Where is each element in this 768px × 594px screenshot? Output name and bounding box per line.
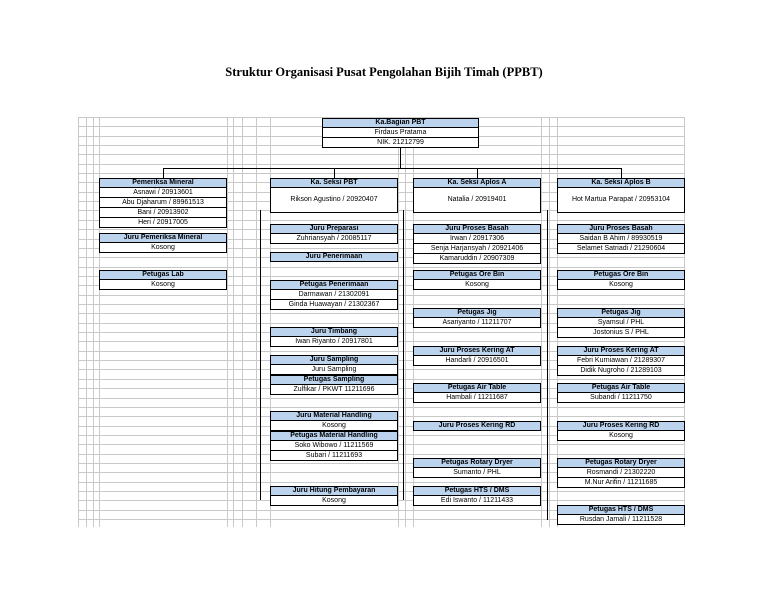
box-line: Kosong bbox=[270, 421, 398, 431]
box-line: Subari / 11211693 bbox=[270, 451, 398, 461]
box-line: Sumanto / PHL bbox=[413, 468, 541, 478]
box-petugas-rotary-dryer-a bbox=[413, 458, 541, 478]
box-line: Kosong bbox=[99, 280, 227, 290]
box-header: Petugas Ore Bin bbox=[413, 270, 541, 280]
connector-drop-col3 bbox=[477, 168, 478, 178]
box-line: Abu Djaharum / 89961513 bbox=[99, 198, 227, 208]
grid-column-line bbox=[242, 117, 243, 527]
box-ka-seksi-aplos-b bbox=[557, 178, 685, 213]
connector-drop-col1 bbox=[163, 168, 164, 178]
box-header: Petugas Jig bbox=[413, 308, 541, 318]
grid-column-line bbox=[541, 117, 542, 527]
box-header: Juru Sampling bbox=[270, 355, 398, 365]
box-line: Edi Iswanto / 11211433 bbox=[413, 496, 541, 506]
box-header: Petugas Sampling bbox=[270, 375, 398, 385]
box-header: Juru Pemeriksa Mineral bbox=[99, 233, 227, 243]
box-line: M.Nur Arifin / 11211685 bbox=[557, 478, 685, 488]
box-line: Selamet Satriadi / 21290604 bbox=[557, 244, 685, 254]
box-header: Petugas Lab bbox=[99, 270, 227, 280]
box-ka-bagian-pbt bbox=[322, 118, 479, 148]
box-line: Rusdan Jamali / 11211528 bbox=[557, 515, 685, 525]
box-pemeriksa-mineral bbox=[99, 178, 227, 228]
box-header: Petugas Ore Bin bbox=[557, 270, 685, 280]
box-ka-seksi-aplos-a bbox=[413, 178, 541, 213]
box-header: Juru Penerimaan bbox=[270, 252, 398, 262]
box-petugas-jig-b bbox=[557, 308, 685, 338]
box-line: Irwan / 20917306 bbox=[413, 234, 541, 244]
box-header: Juru Proses Kering RD bbox=[557, 421, 685, 431]
box-petugas-hts-dms-b bbox=[557, 505, 685, 525]
box-line: Rikson Agustino / 20920407 bbox=[270, 188, 398, 213]
box-line: Jostonius S / PHL bbox=[557, 328, 685, 338]
connector-spine-col4 bbox=[547, 210, 548, 520]
grid-column-line bbox=[78, 117, 79, 527]
box-juru-proses-basah-b bbox=[557, 224, 685, 254]
box-line: Kosong bbox=[557, 431, 685, 441]
box-juru-sampling bbox=[270, 355, 398, 395]
box-line: Juru Sampling bbox=[270, 365, 398, 375]
box-line: Natalia / 20919401 bbox=[413, 188, 541, 213]
box-header: Petugas HTS / DMS bbox=[557, 505, 685, 515]
box-header: Juru Proses Basah bbox=[557, 224, 685, 234]
box-line: Hot Martua Parapat / 20953104 bbox=[557, 188, 685, 213]
box-line: Asnawi / 20913601 bbox=[99, 188, 227, 198]
box-line: Didik Nugroho / 21289103 bbox=[557, 366, 685, 376]
box-line: NIK. 21212799 bbox=[322, 138, 479, 148]
box-juru-penerimaan bbox=[270, 252, 398, 262]
box-juru-proses-kering-rd-b bbox=[557, 421, 685, 441]
box-header: Petugas Penerimaan bbox=[270, 280, 398, 290]
grid-row-line bbox=[78, 173, 684, 174]
box-juru-proses-kering-rd-a bbox=[413, 421, 541, 431]
box-juru-proses-kering-at-a bbox=[413, 346, 541, 366]
box-petugas-air-table-b bbox=[557, 383, 685, 403]
connector-drop-col2 bbox=[334, 168, 335, 178]
box-line: Subandi / 11211750 bbox=[557, 393, 685, 403]
box-header: Petugas Jig bbox=[557, 308, 685, 318]
box-juru-proses-kering-at-b bbox=[557, 346, 685, 376]
box-header: Juru Proses Kering RD bbox=[413, 421, 541, 431]
grid-row-line bbox=[78, 407, 684, 408]
box-header: Ka. Seksi Aplos A bbox=[413, 178, 541, 188]
box-juru-timbang bbox=[270, 327, 398, 347]
grid-column-line bbox=[256, 117, 257, 527]
box-line: Rosmandi / 21302220 bbox=[557, 468, 685, 478]
box-line: Kosong bbox=[270, 496, 398, 506]
box-line: Kosong bbox=[99, 243, 227, 253]
box-header: Juru Proses Basah bbox=[413, 224, 541, 234]
box-header: Juru Proses Kering AT bbox=[413, 346, 541, 356]
box-header: Ka. Seksi PBT bbox=[270, 178, 398, 188]
grid-row-line bbox=[78, 267, 684, 268]
box-petugas-penerimaan bbox=[270, 280, 398, 310]
box-line: Bani / 20913902 bbox=[99, 208, 227, 218]
box-ka-seksi-pbt bbox=[270, 178, 398, 213]
box-header: Juru Timbang bbox=[270, 327, 398, 337]
box-header: Pemeriksa Mineral bbox=[99, 178, 227, 188]
box-juru-proses-basah-a bbox=[413, 224, 541, 264]
box-juru-pemeriksa-mineral bbox=[99, 233, 227, 253]
grid-column-line bbox=[549, 117, 550, 527]
box-line: Zuhriansyah / 20085117 bbox=[270, 234, 398, 244]
grid-column-line bbox=[233, 117, 234, 527]
box-petugas-ore-bin-a bbox=[413, 270, 541, 290]
box-header: Petugas Rotary Dryer bbox=[557, 458, 685, 468]
box-line: Kosong bbox=[413, 280, 541, 290]
box-line: Kosong bbox=[557, 280, 685, 290]
box-petugas-lab bbox=[99, 270, 227, 290]
box-juru-material-handling bbox=[270, 411, 398, 461]
box-line: Heri / 20917005 bbox=[99, 218, 227, 228]
box-header: Petugas Air Table bbox=[413, 383, 541, 393]
box-juru-hitung-pembayaran bbox=[270, 486, 398, 506]
box-petugas-hts-dms-a bbox=[413, 486, 541, 506]
box-line: Syamsul / PHL bbox=[557, 318, 685, 328]
box-line: Saidan B Ahim / 89930519 bbox=[557, 234, 685, 244]
connector-spine-col2 bbox=[260, 210, 261, 500]
connector-drop-col4 bbox=[621, 168, 622, 178]
grid-column-line bbox=[93, 117, 94, 527]
connector-horizontal bbox=[163, 168, 621, 169]
box-line: Kamaruddin / 20907309 bbox=[413, 254, 541, 264]
page-title: Struktur Organisasi Pusat Pengolahan Bijih Timah (PPBT) bbox=[225, 65, 543, 79]
box-header: Juru Proses Kering AT bbox=[557, 346, 685, 356]
box-header: Juru Material Handling bbox=[270, 411, 398, 421]
box-line: Iwan Riyanto / 20917801 bbox=[270, 337, 398, 347]
grid-column-line bbox=[405, 117, 406, 527]
box-header: Petugas Material Handling bbox=[270, 431, 398, 441]
box-line: Handarli / 20916501 bbox=[413, 356, 541, 366]
box-header: Juru Hitung Pembayaran bbox=[270, 486, 398, 496]
grid-row-line bbox=[78, 154, 684, 155]
box-petugas-rotary-dryer-b bbox=[557, 458, 685, 488]
grid-column-line bbox=[86, 117, 87, 527]
box-line: Asariyanto / 11211707 bbox=[413, 318, 541, 328]
box-header: Juru Preparasi bbox=[270, 224, 398, 234]
box-petugas-jig-a bbox=[413, 308, 541, 328]
box-line: Senja Harjansyah / 20921406 bbox=[413, 244, 541, 254]
box-header: Petugas HTS / DMS bbox=[413, 486, 541, 496]
box-line: Soko Wibowo / 11211569 bbox=[270, 441, 398, 451]
box-juru-preparasi bbox=[270, 224, 398, 244]
box-header: Ka. Seksi Aplos B bbox=[557, 178, 685, 188]
grid-column-line bbox=[398, 117, 399, 527]
box-petugas-ore-bin-b bbox=[557, 270, 685, 290]
connector-spine-col3 bbox=[403, 210, 404, 500]
box-header: Petugas Rotary Dryer bbox=[413, 458, 541, 468]
box-line: Darmawan / 21302091 bbox=[270, 290, 398, 300]
box-line: Hambali / 11211687 bbox=[413, 393, 541, 403]
box-petugas-air-table-a bbox=[413, 383, 541, 403]
grid-row-line bbox=[78, 164, 684, 165]
box-line: Zulfikar / PKWT 11211696 bbox=[270, 385, 398, 395]
grid-column-line bbox=[227, 117, 228, 527]
box-header: Petugas Air Table bbox=[557, 383, 685, 393]
connector-top-stem bbox=[400, 148, 401, 169]
box-header: Ka.Bagian PBT bbox=[322, 118, 479, 128]
box-line: Febri Kurniawan / 21289307 bbox=[557, 356, 685, 366]
box-line: Firdaus Pratama bbox=[322, 128, 479, 138]
box-line: Ginda Huawayan / 21302367 bbox=[270, 300, 398, 310]
